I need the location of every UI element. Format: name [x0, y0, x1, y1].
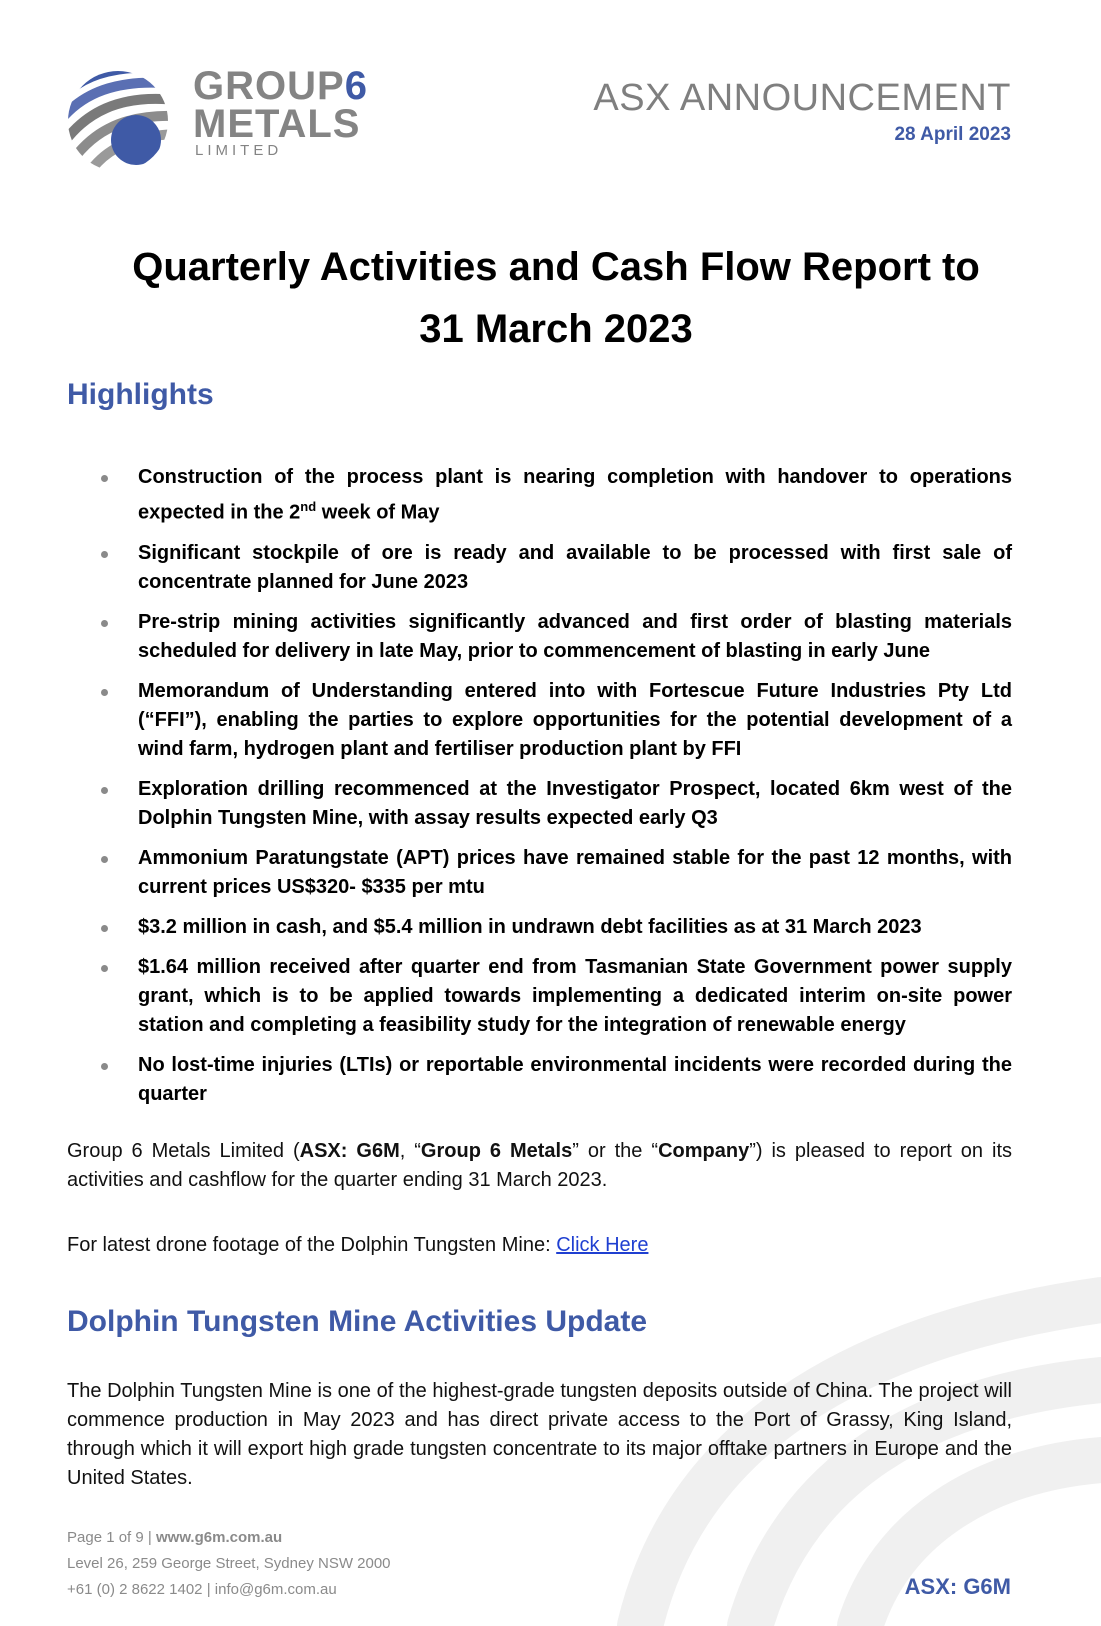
logo-emblem-icon [66, 64, 176, 174]
footer-ticker: ASX: G6M [904, 1574, 1011, 1599]
ticker-text: ASX: G6M [299, 1140, 400, 1162]
announcement-date: 28 April 2023 [894, 124, 1011, 145]
bullet-icon [101, 965, 108, 972]
bullet-icon [101, 787, 108, 794]
highlight-item: Significant stockpile of ore is ready and available to be processed with first sale of concentrate planned for June 2023 [67, 539, 1012, 597]
intro-paragraph: Group 6 Metals Limited (ASX: G6M, “Group 6 Metals” or the “Company”) is pleased to report on its activities and cashflow for the quarter ending 31 March 2023. [67, 1140, 1012, 1191]
bullet-icon [101, 925, 108, 932]
bullet-icon [101, 620, 108, 627]
bullet-icon [101, 856, 108, 863]
highlight-item: No lost-time injuries (LTIs) or reportable environmental incidents were recorded during the quarter [67, 1051, 1012, 1109]
footer-email[interactable]: info@g6m.com.au [214, 1581, 337, 1598]
logo-word-group: GROUP [193, 64, 345, 108]
bullet-icon [101, 551, 108, 558]
footer-phone: +61 (0) 2 8622 1402 [67, 1581, 203, 1598]
document-title-line1: Quarterly Activities and Cash Flow Report to [132, 245, 980, 289]
bullet-icon [101, 475, 108, 482]
bullet-icon [101, 1063, 108, 1070]
highlights-list [67, 463, 1012, 1120]
highlights-heading: Highlights [67, 378, 214, 411]
mine-activities-heading: Dolphin Tungsten Mine Activities Update [67, 1305, 648, 1338]
company-term-text: Company [658, 1140, 750, 1162]
announcement-header [593, 76, 1011, 146]
highlight-item: Pre-strip mining activities significantly advanced and first order of blasting materials scheduled for delivery in late May, prior to commencement of blasting in early June [67, 608, 1012, 666]
logo-word-metals: METALS [193, 102, 361, 146]
highlight-item: Memorandum of Understanding entered into with Fortescue Future Industries Pty Ltd (“FFI”), enabling the parties to explore opportunities for the potential development of a wind farm, hydrogen plant and fertiliser production plant by FFI [67, 677, 1012, 764]
footer-line3: +61 (0) 2 8622 1402 | info@g6m.com.au [67, 1581, 337, 1598]
company-logo [66, 64, 376, 174]
highlight-item: Ammonium Paratungstate (APT) prices have remained stable for the past 12 months, with current prices US$320- $335 per mtu [67, 844, 1012, 902]
announcement-label: ASX ANNOUNCEMENT [593, 77, 1011, 119]
highlight-item: $1.64 million received after quarter end from Tasmanian State Government power supply grant, which is to be applied towards implementing a dedicated interim on-site power station and completing a feasibility study for the integration of renewable energy [67, 953, 1012, 1040]
logo-word-limited: LIMITED [195, 142, 283, 159]
footer-address: Level 26, 259 George Street, Sydney NSW 2000 [67, 1555, 391, 1572]
highlight-item: Construction of the process plant is nearing completion with handover to operations expected in the 2nd week of May [67, 463, 1012, 528]
page-footer [67, 1525, 391, 1603]
logo-wordmark [193, 66, 368, 160]
bullet-icon [101, 689, 108, 696]
page-number: Page 1 of 9 [67, 1529, 144, 1546]
logo-digit-six: 6 [344, 64, 368, 108]
mine-activities-paragraph: The Dolphin Tungsten Mine is one of the highest-grade tungsten deposits outside of China. The project will commence production in May 2023 and has direct private access to the Port of Grassy, King Island, through which it will export high grade tungsten concentrate to its major offtake partners in Europe and the United States. [67, 1380, 1012, 1489]
footer-website[interactable]: www.g6m.com.au [155, 1529, 283, 1546]
highlight-item: $3.2 million in cash, and $5.4 million in undrawn debt facilities as at 31 March 2023 [67, 913, 1012, 942]
document-title [66, 236, 1046, 360]
document-title-line2: 31 March 2023 [419, 307, 693, 351]
click-here-link[interactable]: Click Here [556, 1234, 649, 1256]
company-name-text: Group 6 Metals [420, 1140, 573, 1162]
drone-footage-line: For latest drone footage of the Dolphin Tungsten Mine: Click Here [67, 1234, 649, 1256]
highlight-item: Exploration drilling recommenced at the Investigator Prospect, located 6km west of the Dolphin Tungsten Mine, with assay results expected early Q3 [67, 775, 1012, 833]
footer-line1: Page 1 of 9 | www.g6m.com.au [67, 1529, 283, 1546]
